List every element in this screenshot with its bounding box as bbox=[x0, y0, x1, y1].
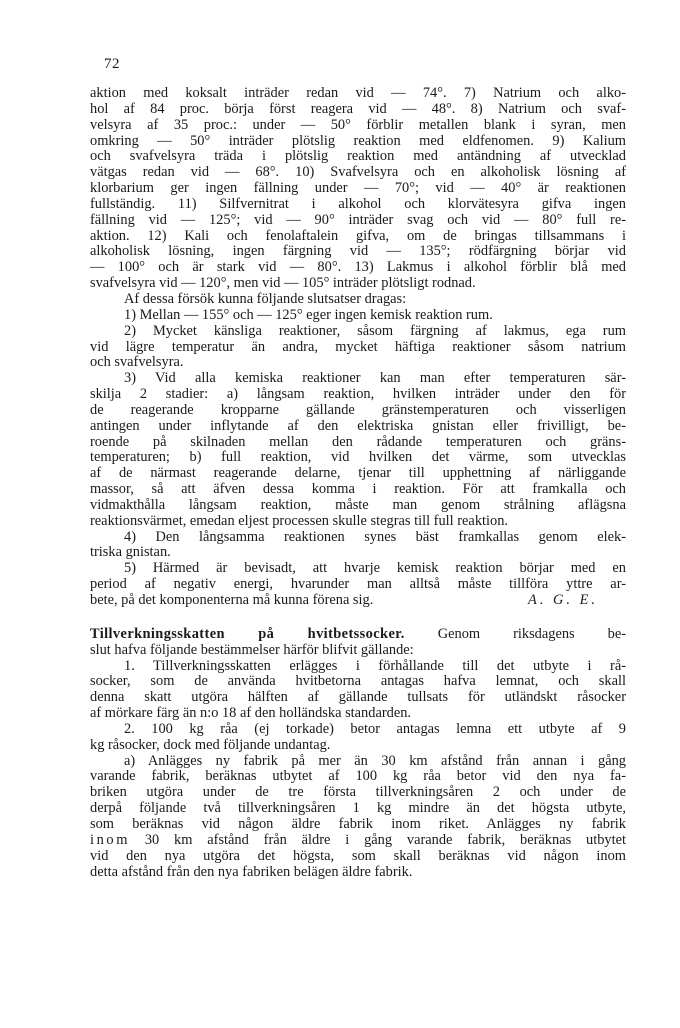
text-line: slut hafva följande bestämmelser härför blifvit gällande: bbox=[90, 641, 414, 658]
paragraph bbox=[90, 213, 626, 229]
text-line: 4) Den långsamma reaktionen synes bäst framkallas genom elek- bbox=[124, 528, 626, 545]
paragraph bbox=[90, 355, 626, 371]
text-column bbox=[90, 86, 626, 880]
paragraph bbox=[90, 498, 626, 514]
text-line: de reagerande kropparne gällande gränstemperaturen och visserligen bbox=[90, 401, 626, 418]
text-line: denna skatt utgöra hälften af gällande tullsats för utländskt råsocker bbox=[90, 689, 626, 706]
text-line: 3) Vid alla kemiska reaktioner kan man efter temperaturen sär- bbox=[124, 370, 626, 387]
paragraph bbox=[90, 865, 626, 881]
paragraph bbox=[90, 149, 626, 165]
paragraph bbox=[90, 419, 626, 435]
spaced-word: inom bbox=[90, 831, 130, 848]
paragraph bbox=[90, 659, 626, 675]
author-signature: A. G. E. bbox=[528, 592, 598, 608]
text-line: fullständig. 11) Silfvernitrat i alkohol och klorvätesyra gifva ingen bbox=[90, 195, 626, 212]
paragraph bbox=[90, 450, 626, 466]
paragraph bbox=[90, 165, 626, 181]
paragraph bbox=[90, 801, 626, 817]
paragraph bbox=[90, 134, 626, 150]
text-line: briken utgöra under de tre första tillverkningsåren 2 och under de bbox=[90, 784, 626, 801]
paragraph bbox=[90, 340, 626, 356]
paragraph bbox=[90, 785, 626, 801]
paragraph bbox=[90, 244, 626, 260]
paragraph bbox=[90, 371, 626, 387]
text-line: bete, på det komponenterna må kunna förena sig. bbox=[90, 592, 374, 608]
text-line: vätgas redan vid — 68°. 10) Svafvelsyra och en alkoholisk lösning af bbox=[90, 164, 626, 181]
text-line: Af dessa försök kunna följande slutsatser dragas: bbox=[124, 290, 407, 307]
paragraph bbox=[90, 690, 626, 706]
text-line: vidmakthålla långsam reaktion, måste man genom strålning aflägsna bbox=[90, 496, 626, 513]
text-line: fällning vid — 125°; vid — 90° inträder svag och vid — 80° full re- bbox=[90, 211, 626, 228]
text-line: omkring — 50° inträder plötslig reaktion med eldfenomen. 9) Kalium bbox=[90, 132, 626, 149]
paragraph bbox=[90, 514, 626, 530]
text-line: vid lägre temperatur än andra, mycket häftiga reaktioner såsom natrium bbox=[90, 338, 626, 355]
paragraph bbox=[90, 229, 626, 245]
text-line: 1. Tillverkningsskatten erlägges i förhållande till det utbyte i rå- bbox=[124, 657, 626, 674]
paragraph bbox=[90, 102, 626, 118]
article-heading-line bbox=[90, 627, 626, 643]
text-line: vid den nya utgöra det högsta, som skall beräknas vid någon inom bbox=[90, 847, 626, 864]
paragraph bbox=[90, 833, 626, 849]
text-line: varande fabrik, beräknas utbytet af 100 kg råa betor vid den nya fa- bbox=[90, 768, 626, 785]
text-line: 1) Mellan — 155° och — 125° eger ingen kemisk reaktion rum. bbox=[124, 306, 493, 323]
paragraph bbox=[90, 738, 626, 754]
paragraph bbox=[90, 260, 626, 276]
paragraph bbox=[90, 545, 626, 561]
text-line: Genom riksdagens be- bbox=[437, 625, 627, 642]
text-line: aktion. 12) Kali och fenolaftalein gifva, om de bringas tillsammans i bbox=[90, 227, 626, 244]
paragraph bbox=[90, 722, 626, 738]
text-line: svafvelsyra vid — 120°, men vid — 105° inträder plötsligt rodnad. bbox=[90, 275, 476, 292]
paragraph bbox=[90, 561, 626, 577]
paragraph bbox=[90, 86, 626, 102]
section-gap bbox=[90, 609, 626, 627]
text-line: socker, som de använda hvitbetorna antagas hafva lemnat, och skall bbox=[90, 673, 626, 690]
paragraph bbox=[90, 181, 626, 197]
paragraph bbox=[90, 403, 626, 419]
paragraph bbox=[90, 706, 626, 722]
text-line: och svafvelsyra träda i plötslig reaktion med antändning af utvecklad bbox=[90, 148, 626, 165]
text-line: kg råsocker, dock med följande undantag. bbox=[90, 736, 331, 753]
paragraph bbox=[90, 308, 626, 324]
paragraph bbox=[90, 387, 626, 403]
paragraph bbox=[90, 530, 626, 546]
paragraph bbox=[90, 817, 626, 833]
paragraph bbox=[90, 643, 626, 659]
text-line: detta afstånd från den nya fabriken belägen äldre fabrik. bbox=[90, 863, 413, 880]
text-line: roende på skilnaden mellan den rådande temperaturen och gräns- bbox=[90, 433, 626, 450]
text-line: — 100° och är stark vid — 80°. 13) Lakmus i alkohol förblir blå med bbox=[90, 259, 626, 276]
paragraph bbox=[90, 754, 626, 770]
paragraph bbox=[90, 577, 626, 593]
text-line: af de närmast reagerande delarne, tjenar till upphettning af närliggande bbox=[90, 465, 626, 482]
text-line: af mörkare färg än n:o 18 af den holländska standarden. bbox=[90, 705, 412, 722]
paragraph bbox=[90, 769, 626, 785]
paragraph bbox=[90, 118, 626, 134]
paragraph bbox=[90, 849, 626, 865]
paragraph bbox=[90, 292, 626, 308]
text-line: a) Anlägges ny fabrik på mer än 30 km afstånd från annan i gång bbox=[124, 752, 626, 769]
article-title: Tillverkningsskatten på hvitbetssocker. bbox=[90, 625, 405, 642]
paragraph bbox=[90, 197, 626, 213]
page-number: 72 bbox=[104, 56, 120, 72]
text-line: antingen under inflytande af den elektriska gnistan eller frivilligt, be- bbox=[90, 417, 626, 434]
text-line: reaktionsvärmet, emedan eljest processen skulle stegras till full reaktion. bbox=[90, 512, 508, 529]
text-line: temperaturen; b) full reaktion, vid hvilken det värme, som utvecklas bbox=[90, 449, 626, 466]
paragraph bbox=[90, 482, 626, 498]
text-line: klorbarium ger ingen fällning under — 70°; vid — 40° är reaktionen bbox=[90, 180, 626, 197]
text-line: triska gnistan. bbox=[90, 544, 171, 561]
paragraph bbox=[90, 674, 626, 690]
text-line: velsyra af 35 proc.: under — 50° förblir metallen blank i syran, men bbox=[90, 116, 626, 133]
text-line: 2. 100 kg råa (ej torkade) betor antagas lemna ett utbyte af 9 bbox=[124, 720, 626, 737]
paragraph bbox=[90, 466, 626, 482]
text-line: och svafvelsyra. bbox=[90, 354, 184, 371]
paragraph bbox=[90, 324, 626, 340]
text-line: skilja 2 stadier: a) långsam reaktion, hvilken inträder under den för bbox=[90, 386, 626, 403]
text-line: 5) Härmed är bevisadt, att hvarje kemisk reaktion börjar med en bbox=[124, 560, 626, 577]
paragraph bbox=[90, 276, 626, 292]
text-line: som beräknas vid någon äldre fabrik inom riket. Anlägges ny fabrik bbox=[90, 815, 626, 832]
text-line: alkoholisk lösning, ingen färgning vid — 135°; rödfärgning börjar vid bbox=[90, 243, 626, 260]
text-line: derpå följande två tillverkningsåren 1 kg mindre än det högsta utbyte, bbox=[90, 800, 626, 817]
closing-line bbox=[90, 593, 626, 609]
text-line: 2) Mycket känsliga reaktioner, såsom färgning af lakmus, ega rum bbox=[124, 322, 626, 339]
text-line: hol af 84 proc. börja först reagera vid — 48°. 8) Natrium och svaf- bbox=[90, 100, 626, 117]
text-line: period af negativ energi, hvarunder man alltså måste tillföra yttre ar- bbox=[90, 576, 626, 593]
text-line: massor, så att äfven dessa komma i reaktion. För att framkalla och bbox=[90, 481, 626, 498]
text-line: aktion med koksalt inträder redan vid — 74°. 7) Natrium och alko- bbox=[90, 85, 626, 101]
paragraph bbox=[90, 435, 626, 451]
text-line: 30 km afstånd från äldre i gång varande fabrik, beräknas utbytet bbox=[144, 831, 626, 848]
